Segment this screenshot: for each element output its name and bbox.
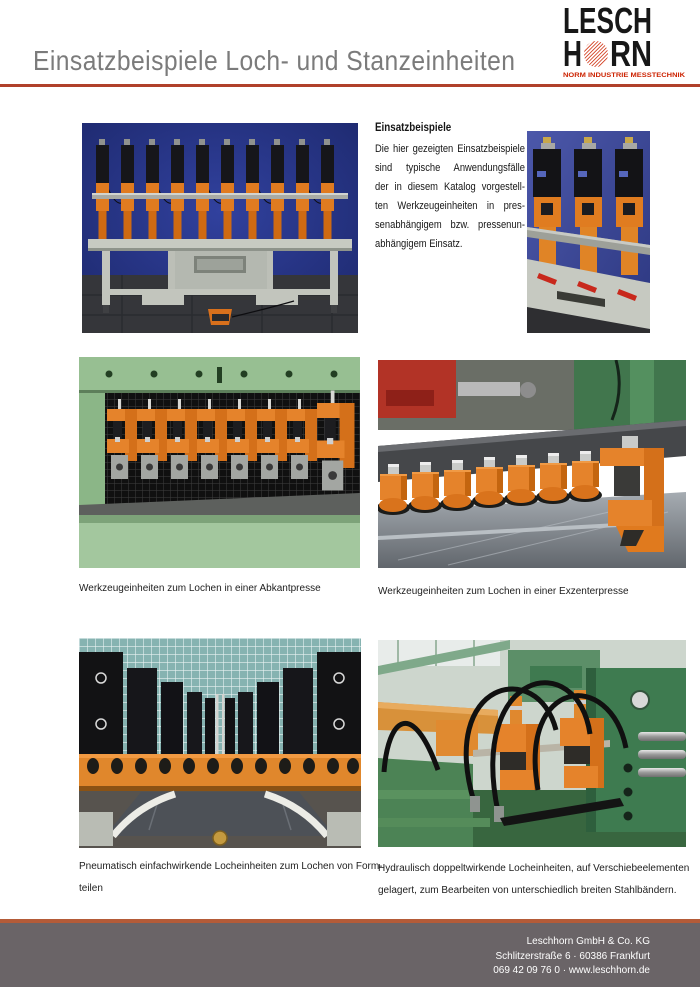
- intro-line: der in diesem Katalog vorgestell-: [375, 181, 525, 193]
- header-rule: [0, 84, 700, 87]
- photo-punching-units-closeup: [527, 131, 650, 333]
- caption-line: Pneumatisch einfachwirkende Locheinheiten zum Lochen von Form-: [79, 861, 383, 872]
- caption-exzenterpresse: Werkzeugeinheiten zum Lochen in einer Exzenterpresse: [378, 586, 629, 597]
- foot-pedal: [208, 309, 232, 325]
- photo-illustration: [378, 360, 686, 568]
- intro-heading: Einsatzbeispiele: [375, 122, 452, 134]
- photo-formteile-locheinheiten: [79, 638, 361, 848]
- photo-exzenterpresse: [378, 360, 686, 568]
- leschhorn-logo: [563, 6, 691, 82]
- brass-insert: [213, 831, 227, 845]
- photo-illustration: [82, 123, 358, 333]
- photo-illustration: [527, 131, 650, 333]
- caption-line: Hydraulisch doppeltwirkende Locheinheiten, auf Verschiebeelementen: [378, 863, 690, 874]
- photo-abkantpresse: [79, 357, 360, 568]
- caption-line: teilen: [79, 883, 103, 894]
- caption-line: gelagert, zum Bearbeiten von unterschiedlich breiten Stahlbändern.: [378, 885, 677, 896]
- page-title: Einsatzbeispiele Loch- und Stanzeinheiten: [33, 44, 516, 76]
- photo-stahlband-locheinheiten: [378, 640, 686, 847]
- photo-illustration: [79, 357, 360, 568]
- intro-line: sind typische Anwendungsfälle: [375, 162, 525, 174]
- footer-contact: 069 42 09 76 0 · www.leschhorn.de: [493, 965, 650, 976]
- photo-punching-unit-table-overview: [82, 123, 358, 333]
- intro-line: senabhängigem bzw. pressenun-: [375, 219, 525, 231]
- photo-illustration: [79, 638, 361, 848]
- intro-line: Die hier gezeigten Einsatzbeispiele: [375, 143, 525, 155]
- intro-line: abhängigem Einsatz.: [375, 238, 463, 250]
- logo-letter-h: H: [563, 33, 582, 74]
- logo-word-lesch: LESCH: [563, 6, 652, 41]
- orange-base-band: [79, 754, 361, 791]
- punch-units: [533, 137, 643, 275]
- footer-address: Schlitzerstraße 6 · 60386 Frankfurt: [495, 950, 650, 962]
- intro-block: [375, 122, 525, 254]
- logo-hatched-o-icon: [584, 41, 608, 67]
- logo-tagline: NORM INDUSTRIE MESSTECHNIK: [563, 72, 686, 79]
- caption-stahlbaender: [378, 858, 690, 902]
- photo-illustration: [378, 640, 686, 847]
- caption-formteile: [79, 856, 383, 900]
- caption-abkantpresse: Werkzeugeinheiten zum Lochen in einer Abkantpresse: [79, 583, 321, 594]
- intro-line: ten Werkzeugeinheiten in pres-: [375, 200, 525, 212]
- footer: [0, 923, 700, 987]
- footer-company: Leschhorn GmbH & Co. KG: [526, 936, 650, 947]
- logo-letters-rn: RN: [610, 33, 652, 74]
